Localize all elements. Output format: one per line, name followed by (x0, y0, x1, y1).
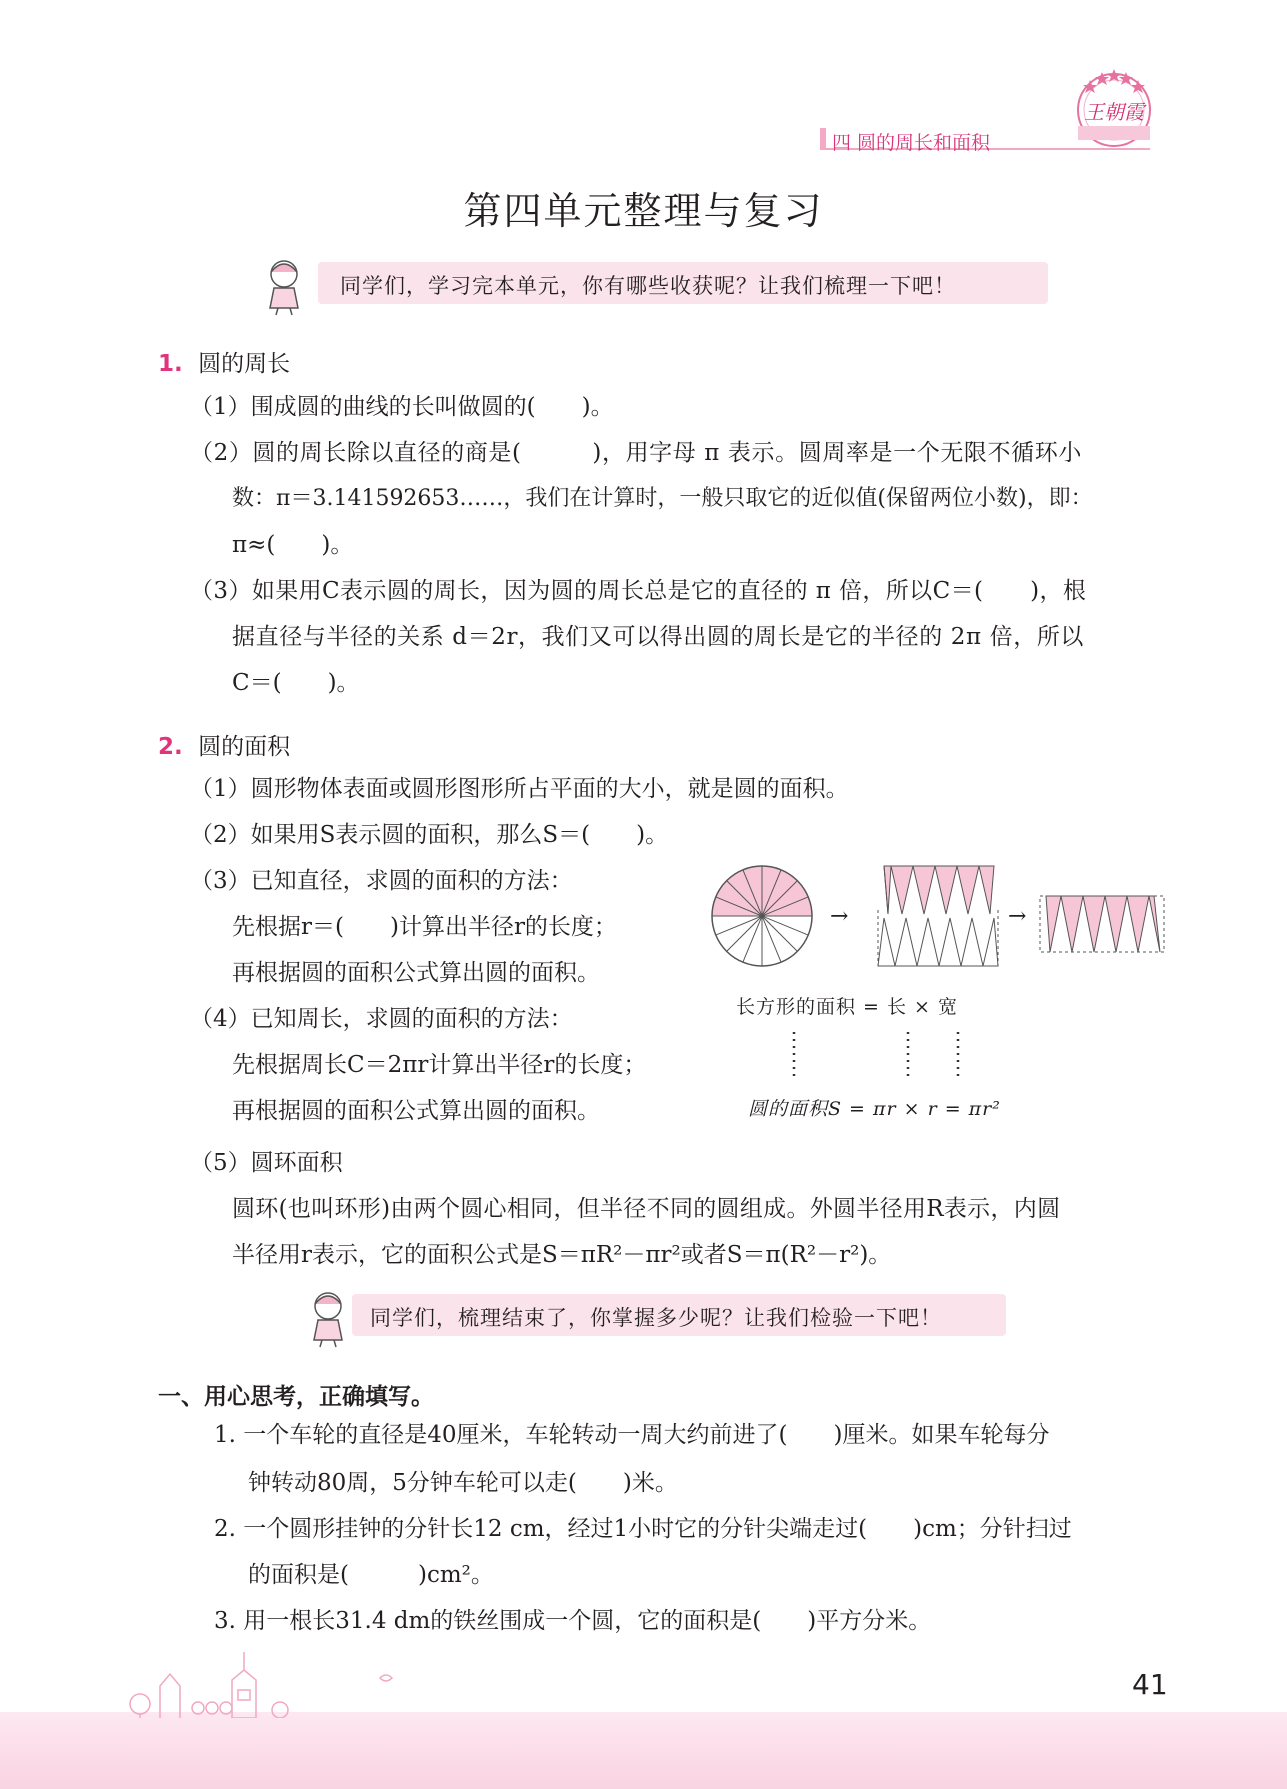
q2-line-2: 的面积是( )cm²。 (248, 1562, 494, 1588)
vertical-dots (790, 1030, 970, 1080)
section-2-title: 圆的面积 (198, 734, 291, 760)
q1-line-1: 1. 一个车轮的直径是40厘米，车轮转动一周大约前进了( )厘米。如果车轮每分 (214, 1422, 1050, 1448)
s1-line-4: π≈( )。 (232, 532, 354, 558)
s2-line-4: 先根据r＝( )计算出半径r的长度； (232, 914, 617, 940)
s2-line-9: （5）圆环面积 (190, 1150, 343, 1176)
part-1-title: 一、用心思考，正确填写。 (158, 1384, 434, 1410)
section-2-heading (158, 728, 290, 761)
s2-line-7: 先根据周长C＝2πr计算出半径r的长度； (232, 1052, 647, 1078)
section-2-number: 2. (158, 734, 183, 760)
circle-area-diagram (710, 862, 1170, 972)
q3-line: 3. 用一根长31.4 dm的铁丝围成一个圆，它的面积是( )平方分米。 (214, 1608, 932, 1634)
section-1-heading (158, 345, 290, 378)
s1-line-1: （1）围成圆的曲线的长叫做圆的( )。 (190, 394, 614, 420)
s2-line-10: 圆环(也叫环形)由两个圆心相同，但半径不同的圆组成。外圆半径用R表示，内圆 (232, 1196, 1061, 1222)
chapter-title: 四 圆的周长和面积 (832, 132, 991, 154)
s1-line-3: 数：π＝3.141592653……，我们在计算时，一般只取它的近似值(保留两位小数)，即： (232, 486, 1093, 511)
circle-area-figure (710, 862, 1170, 972)
s2-line-1: （1）圆形物体表面或圆形图形所占平面的大小，就是圆的面积。 (190, 776, 849, 802)
q2-line-1: 2. 一个圆形挂钟的分针长12 cm，经过1小时它的分针尖端走过( )cm；分针扫过 (214, 1516, 1072, 1542)
s2-line-11: 半径用r表示，它的面积公式是S＝πR²－πr²或者S＝π(R²－r²)。 (232, 1242, 892, 1268)
seal-text: 王朝霞 (1084, 100, 1144, 124)
banner-1-text: 同学们，学习完本单元，你有哪些收获呢？让我们梳理一下吧！ (340, 274, 956, 298)
arrow-2: → (1008, 904, 1027, 929)
header-accent (820, 128, 826, 148)
unrolled-shape (878, 866, 998, 966)
footer-band (0, 1712, 1287, 1789)
s1-line-6: 据直径与半径的关系 d＝2r，我们又可以得出圆的周长是它的半径的 2π 倍，所以 (232, 624, 1085, 650)
s2-line-2: （2）如果用S表示圆的面积，那么S＝( )。 (190, 822, 669, 848)
town-decoration-icon (120, 1646, 420, 1718)
banner-2-text: 同学们，梳理结束了，你掌握多少呢？让我们检验一下吧！ (370, 1306, 942, 1330)
section-1-number: 1. (158, 351, 183, 377)
s1-line-5: （3）如果用C表示圆的周长，因为圆的周长总是它的直径的 π 倍，所以C＝( )，根 (190, 578, 1087, 604)
seal-logo (1072, 66, 1156, 150)
q1-line-2: 钟转动80周，5分钟车轮可以走( )米。 (248, 1470, 678, 1496)
page-number: 41 (1132, 1668, 1168, 1701)
s2-line-8: 再根据圆的面积公式算出圆的面积。 (232, 1098, 600, 1124)
rect-formula: 长方形的面积 = 长 × 宽 (736, 996, 958, 1018)
section-1-title: 圆的周长 (198, 351, 291, 377)
sector-circle (712, 866, 812, 966)
s2-line-3: （3）已知直径，求圆的面积的方法： (190, 868, 573, 894)
s2-line-6: （4）已知周长，求圆的面积的方法： (190, 1006, 573, 1032)
s2-line-5: 再根据圆的面积公式算出圆的面积。 (232, 960, 600, 986)
circle-formula: 圆的面积S = πr × r = πr² (748, 1098, 1001, 1120)
girl-icon (262, 256, 306, 316)
s1-line-7: C＝( )。 (232, 670, 360, 696)
girl-icon-2 (306, 1288, 350, 1348)
arrow-1: → (830, 904, 849, 929)
rectangle-shape (1040, 896, 1164, 952)
s1-line-2: （2）圆的周长除以直径的商是( )，用字母 π 表示。圆周率是一个无限不循环小 (190, 440, 1082, 466)
page-title: 第四单元整理与复习 (463, 189, 824, 233)
